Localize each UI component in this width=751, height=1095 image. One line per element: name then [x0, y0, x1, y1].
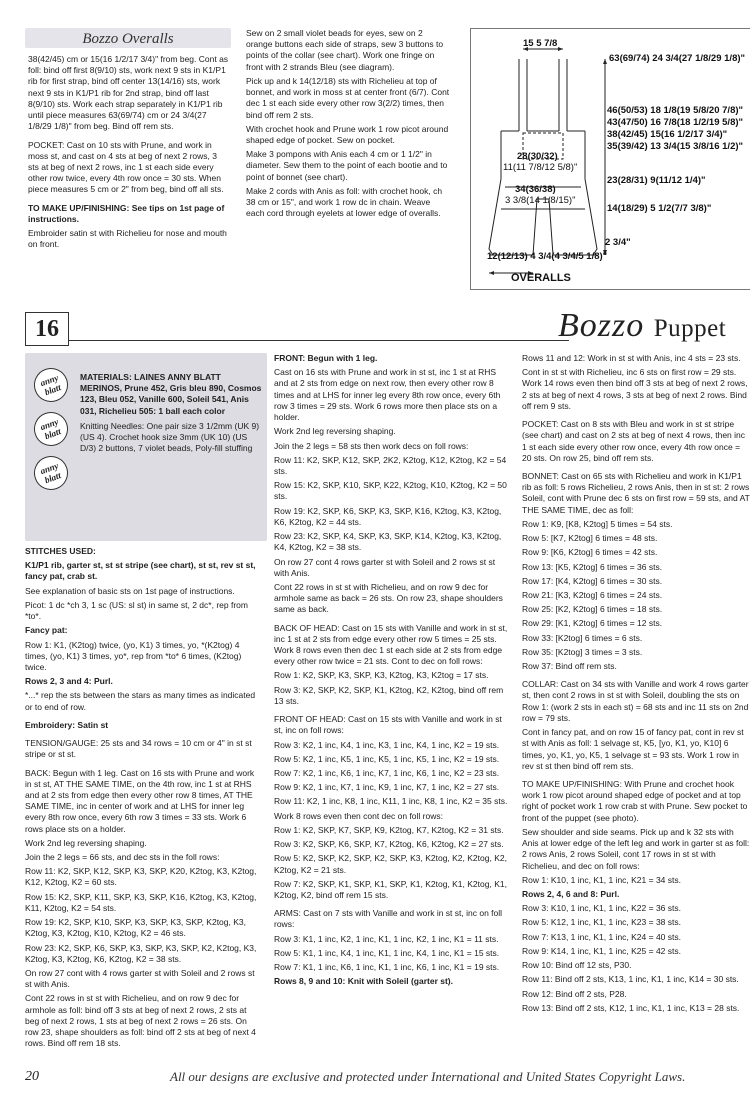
- paragraph: Row 23: K2, SKP, K6, SKP, K3, SKP, K3, SKP, K2, K2tog, K3, K2tog, K3, K2tog, K6, K2tog, K2 = 38 sts.: [25, 942, 257, 964]
- paragraph: Cont 22 rows in st st with Richelieu, and on row 9 dec for armhole as foll: bind off 3 sts at beg of next 2 rows, 2 sts at beg of next 2 rows, 1 sts at beg of next 2 rows = 26 sts. On row 23, shape shoulders as foll: bind off 2 sts at beg of next 4 rows. Bind off rem 18 sts.: [25, 993, 256, 1049]
- dim-34b: 3 3/8(14 1/8/15)": [505, 195, 576, 206]
- paragraph: Embroider satin st with Richelieu for nose and mouth on front.: [28, 228, 227, 250]
- paragraph: Row 3: K2, SKP, K6, SKP, K7, K2tog, K6, K2tog, K2 = 27 sts.: [274, 839, 504, 850]
- paragraph: 38(42/45) cm or 15(16 1/2/17 3/4)" from beg. Cont as foll: bind off first 8(9/10) sts, work next 9 sts in K1/P1 rib for first strap, bind off center 13(14/16) sts, work next 9 sts in K1/P1 rib for 2nd strap, bind off last 8(9/10) sts. Work each strap separately in K1/P1 rib until piece measures 63(69/74) cm or 24 3/4(27 1/8/29 1/8)" from beg. Bind off rem sts.: [28, 54, 229, 132]
- paragraph: Sew on 2 small violet beads for eyes, sew on 2 orange buttons each side of straps, sew 3 buttons to points of the collar (see chart). Work one fringe on front with 2 strands Bleu (see diagram).: [246, 28, 444, 72]
- paragraph: On row 27 cont 4 rows garter st with Soleil and 2 rows st st with Anis.: [274, 556, 496, 578]
- paragraph: ARMS: Cast on 7 sts with Vanille and work in st st, inc on foll rows:: [274, 908, 503, 930]
- paragraph: Row 5: K12, 1 inc, K1, 1 inc, K23 = 38 sts.: [522, 917, 681, 928]
- anny-blatt-logo: anny blatt: [29, 363, 73, 407]
- dim-14: 14(18/29) 5 1/2(7/7 3/8)": [607, 203, 712, 214]
- paragraph: Row 9: K14, 1 inc, K1, 1 inc, K25 = 42 sts.: [522, 945, 681, 956]
- pattern-number: 16: [25, 312, 69, 346]
- paragraph: Row 17: [K4, K2tog] 6 times = 30 sts.: [522, 575, 663, 586]
- dim-63: 63(69/74) 24 3/4(27 1/8/29 1/8)": [609, 53, 746, 64]
- paragraph: Row 37: Bind off rem sts.: [522, 661, 617, 672]
- paragraph: See explanation of basic sts on 1st page of instructions.: [25, 585, 235, 596]
- paragraph: Row 19: K2, SKP, K6, SKP, K3, SKP, K16, K2tog, K3, K2tog, K6, K2tog, K2 = 44 sts.: [274, 505, 502, 527]
- paragraph: Row 11: K2, 1 inc, K8, 1 inc, K11, 1 inc, K8, 1 inc, K2 = 35 sts.: [274, 796, 508, 807]
- paragraph: Row 1: K9, [K8, K2tog] 5 times = 54 sts.: [522, 518, 673, 529]
- paragraph: Row 21: [K3, K2tog] 6 times = 24 sts.: [522, 589, 663, 600]
- paragraph: Pick up and k 14(12/18) sts with Richelieu at top of bonnet, and work in moss st at center front (6/7). Cont dec 1 st each side every other row 3(2/2) times, then bind off rem 2 sts.: [246, 75, 450, 120]
- paragraph: Row 5: K2, SKP, K2, SKP, K2, SKP, K3, K2tog, K2, K2tog, K2, K2tog, K2 = 21 sts.: [274, 853, 507, 875]
- paragraph: Cast on 16 sts with Prune and work in st st, inc 1 st at RHS and at 2 sts from edge on next row, then every other row 8 times and at LHS for inner leg every 8th row once, every 6th row 3 times = 29 sts. Work 6 rows more then place sts on a holder.: [274, 367, 501, 423]
- paragraph: Row 11: K2, SKP, K12, SKP, 2K2, K2tog, K12, K2tog, K2 = 54 sts.: [274, 454, 507, 476]
- paragraph: STITCHES USED:: [25, 546, 96, 556]
- paragraph: Row 3: K10, 1 inc, K1, 1 inc, K22 = 36 sts.: [522, 903, 681, 914]
- paragraph: Row 11: K2, SKP, K12, SKP, K3, SKP, K20, K2tog, K3, K2tog, K12, K2tog, K2 = 60 sts.: [25, 866, 257, 888]
- paragraph: FRONT OF HEAD: Cast on 15 sts with Vanille and work in st st, inc on foll rows:: [274, 714, 502, 736]
- paragraph: BACK: Begun with 1 leg. Cast on 16 sts with Prune and work in st st, AT THE SAME TIME, on the 4th row, inc 1 st at RHS and at 2 sts from edge then every other row 8 times, AT THE SAME TIME, inc in center of work and at LHS for inner leg every 8th row once, every 6th row 3 times = 33 sts. Work 6 rows place sts on a holder.: [25, 767, 255, 834]
- paragraph: FRONT: Begun with 1 leg.: [274, 353, 378, 363]
- paragraph: Row 11: Bind off 2 sts, K13, 1 inc, K1, 1 inc, K14 = 30 sts.: [522, 974, 739, 985]
- dim-28a: 28(30/32): [517, 151, 558, 162]
- materials: MATERIALS: LAINES ANNY BLATT MERINOS, Prune 452, Gris bleu 890, Cosmos 123, Bleu 052, Vanille 600, Soleil 541, Anis 031, Richelieu 505: 1 ball each color: [80, 372, 262, 416]
- paragraph: BACK OF HEAD: Cast on 15 sts with Vanille and work in st st, inc 1 st at 2 sts from edge every other row 5 times = 25 sts. Work 8 rows even then dec 1 st each side at 2 sts from edge every other row twice = 21 sts. Cont to dec on foll rows:: [274, 622, 508, 667]
- paragraph: Work 8 rows even then cont dec on foll rows:: [274, 810, 443, 821]
- paragraph: Row 5: K2, 1 inc, K5, 1 inc, K5, 1 inc, K5, 1 inc, K2 = 19 sts.: [274, 753, 500, 764]
- paragraph: Row 35: [K2tog] 3 times = 3 sts.: [522, 646, 643, 657]
- paragraph: Row 15: K2, SKP, K10, SKP, K22, K2tog, K10, K2tog, K2 = 50 sts.: [274, 480, 507, 502]
- anny-blatt-logo: anny blatt: [29, 451, 73, 495]
- overalls-col-2: [246, 28, 451, 288]
- paragraph: Cont 22 rows in st st with Richelieu, and on row 9 dec for armhole same as back = 26 sts. On row 23, shape shoulders same as back.: [274, 581, 503, 615]
- paragraph: POCKET: Cast on 8 sts with Bleu and work in st st stripe (see chart) and cast on 2 sts at beg of next 4 rows, then inc 1 st each side every other row once, every 4th row once = 20 sts. On row 25, bind off rem sts.: [522, 419, 746, 463]
- puppet-col-2: [274, 353, 510, 1037]
- dim-23: 23(28/31) 9(11/12 1/4)": [607, 175, 706, 186]
- paragraph: Row 3: K2, 1 inc, K4, 1 inc, K3, 1 inc, K4, 1 inc, K2 = 19 sts.: [274, 739, 500, 750]
- paragraph: Row 1: K2, SKP, K3, SKP, K3, K2tog, K3, K2tog = 17 sts.: [274, 670, 489, 681]
- paragraph: POCKET: Cast on 10 sts with Prune, and work in moss st, and cast on 4 sts at beg of next 2 rows, 3 sts at beg of next 2 rows, inc 1 st each side every other row twice, every 4th row once = 30 sts. When piece measures 5 cm or 2" from beg, bind off all sts.: [28, 139, 224, 195]
- paragraph: Row 5: [K7, K2tog] 6 times = 48 sts.: [522, 533, 658, 544]
- paragraph: Row 29: [K1, K2tog] 6 times = 12 sts.: [522, 618, 663, 629]
- paragraph: *...* rep the sts between the stars as many times as indicated or to end of row.: [25, 690, 256, 712]
- diagram-label: OVERALLS: [511, 272, 571, 284]
- paragraph: Row 9: [K6, K2tog] 6 times = 42 sts.: [522, 547, 658, 558]
- paragraph: Row 12: Bind off 2 sts, P28.: [522, 988, 627, 999]
- paragraph: Cont in st st with Richelieu, inc 6 sts on first row = 29 sts. Work 14 rows even then bind off 3 sts at beg of next 2 rows, 2 sts at beg of next 4 rows, 3 sts at beg of next 2 rows. Bind off rem 9 sts.: [522, 367, 748, 411]
- paragraph: Embroidery: Satin st: [25, 719, 109, 730]
- dim-43: 43(47/50) 16 7/8(18 1/2/19 5/8)": [607, 117, 744, 128]
- paragraph: Row 7: K13, 1 inc, K1, 1 inc, K24 = 40 sts.: [522, 931, 681, 942]
- paragraph: Row 33: [K2tog] 6 times = 6 sts.: [522, 632, 643, 643]
- paragraph: Work 2nd leg reversing shaping.: [274, 426, 396, 437]
- paragraph: Picot: 1 dc *ch 3, 1 sc (US: sl st) in same st, 2 dc*, rep from *to*.: [25, 599, 248, 622]
- puppet-col-3: [522, 353, 750, 1037]
- paragraph: BONNET: Cast on 65 sts with Richelieu and work in K1/P1 rib as foll: 5 rows Richelieu, 2 rows Anis, then in st st: 2 rows Soleil, cont with Prune dec 6 sts on first row = 59 sts, and AT THE SAME TIME, dec as foll:: [522, 470, 750, 515]
- paragraph: Row 1: K10, 1 inc, K1, 1 inc, K21 = 34 sts.: [522, 874, 681, 885]
- paragraph: Row 9: K2, 1 inc, K7, 1 inc, K9, 1 inc, K7, 1 inc, K2 = 27 sts.: [274, 782, 500, 793]
- dim-2: 2 3/4": [605, 237, 631, 248]
- paragraph: Fancy pat:: [25, 625, 68, 636]
- copyright-notice: All our designs are exclusive and protected under International and United States Copyright Laws.: [170, 1069, 686, 1084]
- paragraph: Row 13: [K5, K2tog] 6 times = 36 sts.: [522, 561, 663, 572]
- paragraph: With crochet hook and Prune work 1 row picot around shaped edge of pocket. Sew on pocket.: [246, 123, 449, 145]
- paragraph: Row 3: K2, SKP, K2, SKP, K1, K2tog, K2, K2tog, bind off rem 13 sts.: [274, 684, 504, 706]
- paragraph: TO MAKE UP/FINISHING: With Prune and crochet hook work 1 row picot around shaped edge of pocket and at top right of pocket work 1 row crab st with Prune. Sew pocket to front of the puppet (see photo).: [522, 779, 748, 823]
- paragraph: COLLAR: Cast on 34 sts with Vanille and work 4 rows garter st, then cont 2 rows in st st with Soleil, doubling the sts on Row 1: (work 2 sts in each st) = 68 sts and inc 11 sts on 2nd row = 79 sts.: [522, 679, 749, 723]
- paragraph: Row 7: K2, SKP, K1, SKP, K1, SKP, K1, K2tog, K1, K2tog, K1, K2tog, K2, bind off rem 15 sts.: [274, 878, 507, 900]
- paragraph: Row 10: Bind off 12 sts, P30.: [522, 960, 632, 971]
- paragraph: Row 13: Bind off 2 sts, K12, 1 inc, K1, 1 inc, K13 = 28 sts.: [522, 1002, 740, 1013]
- paragraph: Join the 2 legs = 58 sts then work decs on foll rows:: [274, 440, 469, 451]
- paragraph: Rows 2, 4, 6 and 8: Purl.: [522, 888, 620, 899]
- paragraph: TENSION/GAUGE: 25 sts and 34 rows = 10 cm or 4" in st st stripe or st st.: [25, 738, 252, 760]
- dim-46: 46(50/53) 18 1/8(19 5/8/20 7/8)": [607, 105, 744, 116]
- pattern-title: Bozzo Puppet: [558, 307, 727, 344]
- dim-38: 38(42/45) 15(16 1/2/17 3/4)": [607, 129, 728, 140]
- dim-top: 15 5 7/8: [523, 38, 558, 49]
- paragraph: TO MAKE UP/FINISHING: See tips on 1st page of instructions.: [28, 202, 225, 224]
- paragraph: Row 23: K2, SKP, K4, SKP, K3, SKP, K14, K2tog, K3, K2tog, K4, K2tog, K2 = 38 sts.: [274, 531, 502, 553]
- dim-28b: 11(11 7/8/12 5/8)": [503, 162, 578, 173]
- paragraph: Make 2 cords with Anis as foll: with crochet hook, ch 38 cm or 15", and work 1 row dc in chain. Weave each cord through eyelets at lower edge of overalls.: [246, 185, 443, 219]
- dim-12: 12(12/13) 4 3/4(4 3/4/5 1/8)": [487, 251, 608, 262]
- pattern-title-word2: Puppet: [653, 315, 727, 342]
- paragraph: On row 27 cont with 4 rows garter st with Soleil and 2 rows st st with Anis.: [25, 968, 255, 990]
- paragraph: Row 1: K2, SKP, K7, SKP, K9, K2tog, K7, K2tog, K2 = 31 sts.: [274, 824, 504, 835]
- paragraph: Join the 2 legs = 66 sts, and dec sts in the foll rows:: [25, 852, 220, 863]
- overalls-col-1: [28, 54, 230, 284]
- section-divider: [69, 340, 569, 341]
- paragraph: Rows 2, 3 and 4: Purl.: [25, 676, 113, 687]
- paragraph: Cont in fancy pat, and on row 15 of fancy pat, cont in rev st st with Anis as foll: 1 selvage st, K5, [yo, K1, yo, K10] 6 times, yo, K1, yo, K5, 1 selvage st = 93 sts. Work 1 row in rev st st then bind off rem sts.: [522, 727, 744, 771]
- overalls-diagram: [470, 28, 750, 290]
- paragraph: Row 1: K1, (K2tog) twice, (yo, K1) 3 times, yo, *(K2tog) 4 times, (yo, K1) 3 times, yo*, rep from *to* 6 times, (K2tog) twice.: [25, 639, 242, 672]
- paragraph: Sew shoulder and side seams. Pick up and k 32 sts with Anis at lower edge of the left leg and work in garter st as foll: 2 rows Anis, 2 rows Soleil, cont 17 rows in st st with Richelieu, and dec on foll rows:: [522, 826, 750, 871]
- paragraph: Row 7: K1, 1 inc, K6, 1 inc, K1, 1 inc, K6, 1 inc, K1 = 19 sts.: [274, 962, 500, 973]
- dim-35: 35(39/42) 13 3/4(15 3/8/16 1/2)": [607, 141, 744, 152]
- anny-blatt-logo: anny blatt: [29, 407, 73, 451]
- paragraph: Row 15: K2, SKP, K11, SKP, K3, SKP, K16, K2tog, K3, K2tog, K11, K2tog, K2 = 54 sts.: [25, 891, 257, 913]
- paragraph: Rows 11 and 12: Work in st st with Anis, inc 4 sts = 23 sts.: [522, 353, 741, 363]
- paragraph: Work 2nd leg reversing shaping.: [25, 837, 147, 848]
- puppet-col-1: [25, 546, 261, 1049]
- paragraph: Row 3: K1, 1 inc, K2, 1 inc, K1, 1 inc, K2, 1 inc, K1 = 11 sts.: [274, 933, 499, 944]
- page-number: 20: [25, 1069, 39, 1084]
- overalls-heading: Bozzo Overalls: [25, 28, 231, 48]
- paragraph: Row 7: K2, 1 inc, K6, 1 inc, K7, 1 inc, K6, 1 inc, K2 = 23 sts.: [274, 768, 500, 778]
- materials-text: [80, 372, 263, 455]
- paragraph: Rows 8, 9 and 10: Knit with Soleil (garter st).: [274, 976, 454, 987]
- paragraph: Row 25: [K2, K2tog] 6 times = 18 sts.: [522, 604, 663, 615]
- paragraph: K1/P1 rib, garter st, st st stripe (see chart), st st, rev st st, fancy pat, crab st.: [25, 560, 256, 582]
- paragraph: Row 5: K1, 1 inc, K4, 1 inc, K1, 1 inc, K4, 1 inc, K1 = 15 sts.: [274, 947, 500, 958]
- needles: Knitting Needles: One pair size 3 1/2mm (UK 9) (US 4). Crochet hook size 3mm (UK 10) (US D/3) 2 buttons, 7 violet beads, Poly-fill stuffing: [80, 420, 260, 454]
- paragraph: Make 3 pompons with Anis each 4 cm or 1 1/2" in diameter. Sew them to the point of each bootie and to point of bonnet (see chart).: [246, 149, 448, 182]
- paragraph: Row 19: K2, SKP, K10, SKP, K3, SKP, K3, SKP, K2tog, K3, K2tog, K3, K2tog, K10, K2tog, K2 = 46 sts.: [25, 917, 246, 939]
- dim-34a: 34(36/38): [515, 184, 556, 195]
